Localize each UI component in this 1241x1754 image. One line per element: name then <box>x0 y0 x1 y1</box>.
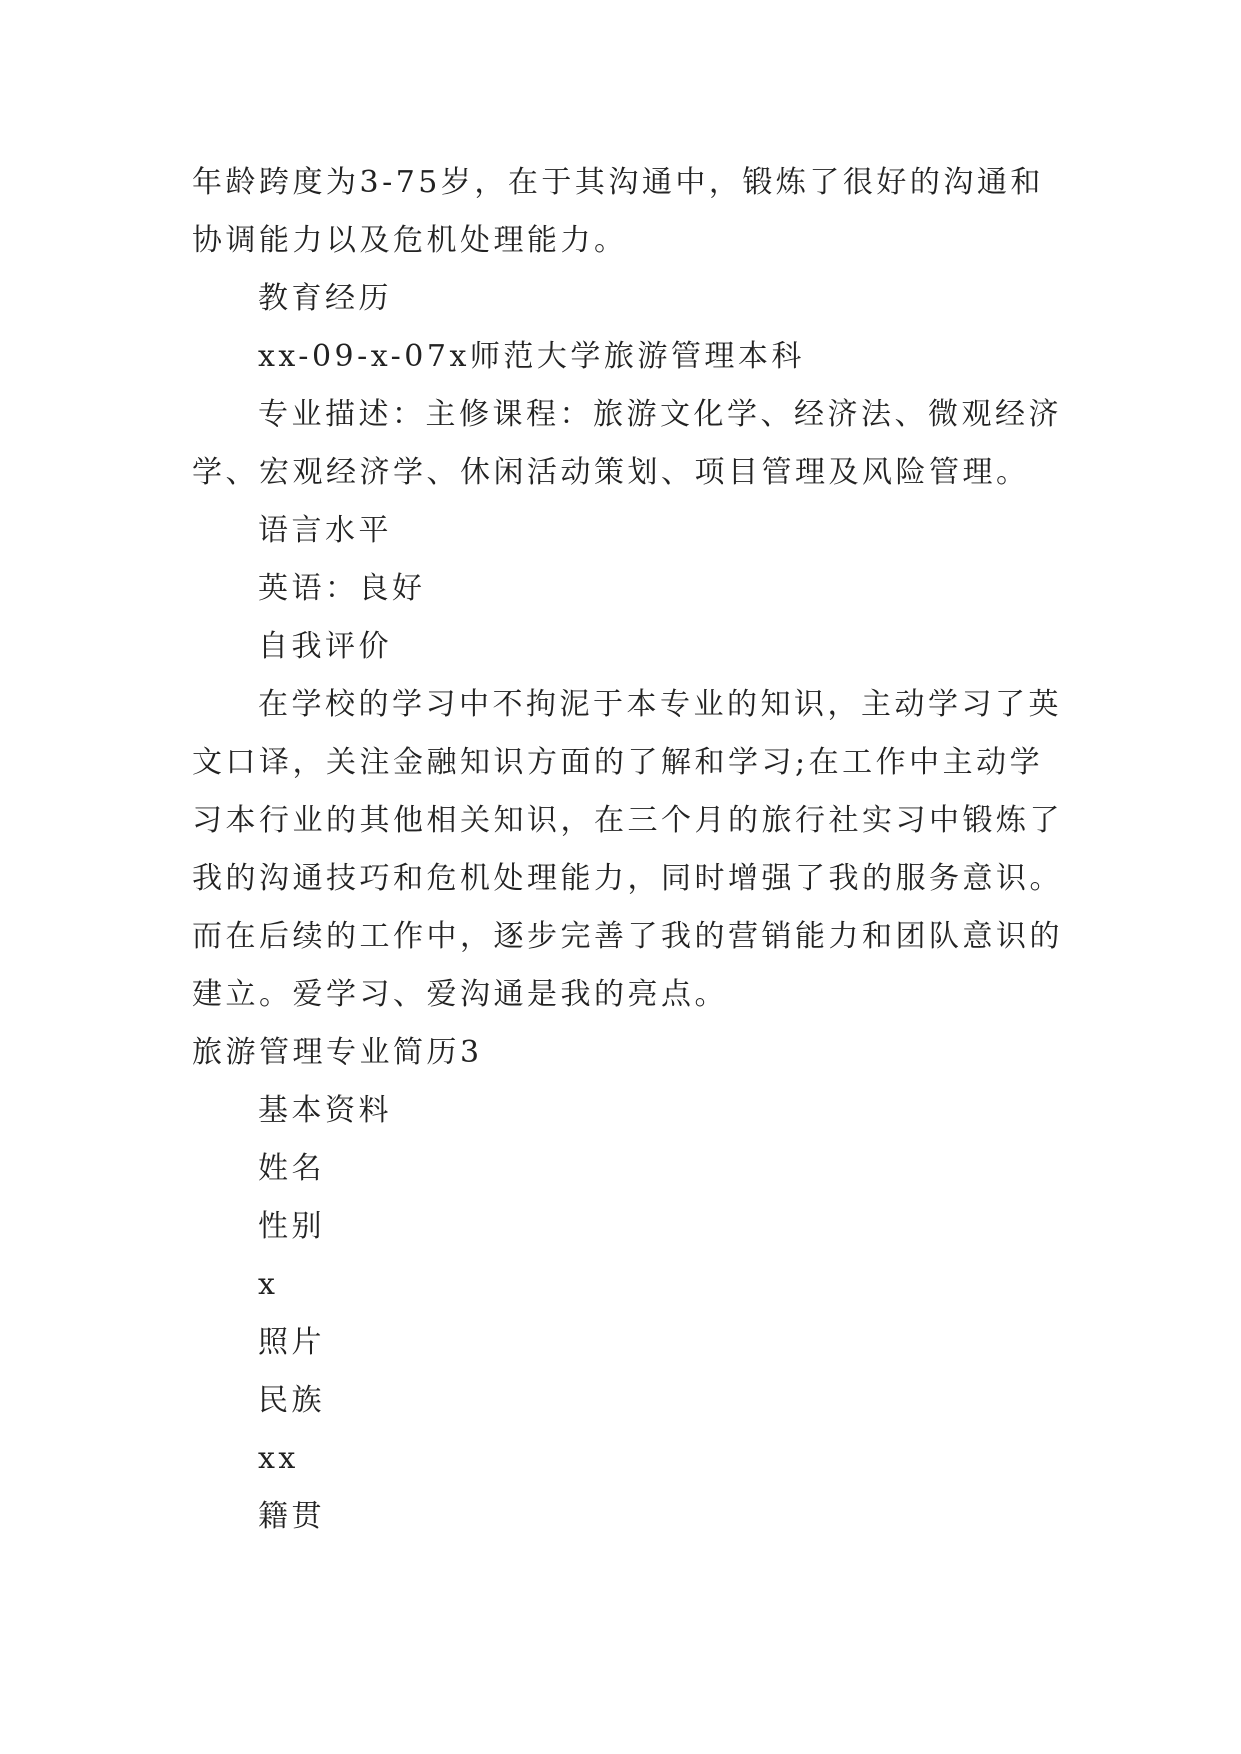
field-value: xx <box>258 1441 299 1476</box>
paragraph-line: 专业描述：主修课程：旅游文化学、经济法、微观经济 <box>258 397 1062 432</box>
paragraph-line: 协调能力以及危机处理能力。 <box>192 223 628 258</box>
paragraph-line: 学、宏观经济学、休闲活动策划、项目管理及风险管理。 <box>192 455 1030 490</box>
field-label-photo: 照片 <box>258 1325 325 1360</box>
section-heading-education: 教育经历 <box>258 281 392 316</box>
education-entry: xx-09-x-07x师范大学旅游管理本科 <box>258 339 805 374</box>
paragraph-line: 而在后续的工作中，逐步完善了我的营销能力和团队意识的 <box>192 919 1063 954</box>
field-label-hometown: 籍贯 <box>258 1499 325 1534</box>
field-label-gender: 性别 <box>258 1209 325 1244</box>
resume-title: 旅游管理专业简历3 <box>192 1035 483 1070</box>
paragraph-line: 在学校的学习中不拘泥于本专业的知识，主动学习了英 <box>258 687 1062 722</box>
paragraph-line: 建立。爱学习、爱沟通是我的亮点。 <box>192 977 728 1012</box>
paragraph-line: 习本行业的其他相关知识，在三个月的旅行社实习中锻炼了 <box>192 803 1063 838</box>
field-label-name: 姓名 <box>258 1151 325 1186</box>
paragraph-line: 文口译，关注金融知识方面的了解和学习;在工作中主动学 <box>192 745 1044 780</box>
paragraph-line: 年龄跨度为3-75岁，在于其沟通中，锻炼了很好的沟通和 <box>192 165 1044 200</box>
section-heading-self-evaluation: 自我评价 <box>258 629 392 664</box>
field-value: x <box>258 1267 279 1302</box>
field-label-ethnicity: 民族 <box>258 1383 325 1418</box>
section-heading-language: 语言水平 <box>258 513 392 548</box>
language-entry: 英语：良好 <box>258 571 426 606</box>
paragraph-line: 我的沟通技巧和危机处理能力，同时增强了我的服务意识。 <box>192 861 1063 896</box>
section-heading-basic-info: 基本资料 <box>258 1093 392 1128</box>
